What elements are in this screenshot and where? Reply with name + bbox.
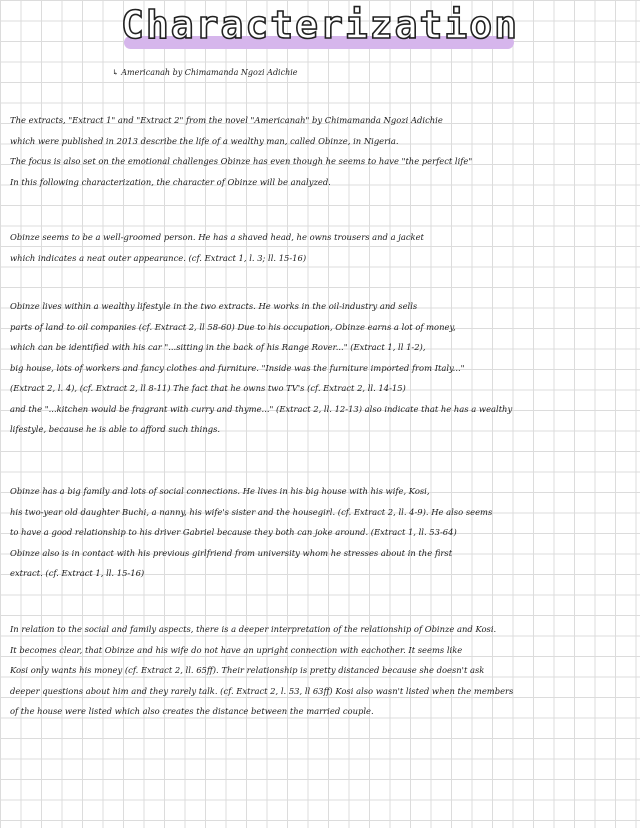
text-line: Obinze has a big family and lots of social connections. He lives in his big house with his wife, Kosi, [10, 486, 430, 496]
text-line: big house, lots of workers and fancy clothes and furniture. "Inside was the furniture imported from Italy..." [10, 362, 465, 373]
text-line: which indicates a neat outer appearance. (cf. Extract 1, l. 3; ll. 15-16) [10, 252, 307, 263]
page-title: Characterization [120, 3, 520, 47]
text-line: The extracts, "Extract 1" and "Extract 2" from the novel "Americanah" by Chimamanda Ngozi Adichie [10, 115, 443, 125]
text-line: deeper questions about him and they rarely talk. (cf. Extract 2, l. 53, ll 63ff) Kosi also wasn't listed when the members [10, 685, 514, 696]
title-area [0, 4, 640, 46]
text-line: and the "...kitchen would be fragrant with curry and thyme..." (Extract 2, ll. 12-13) also indicate that he has a wealthy [10, 403, 513, 414]
text-line: In this following characterization, the character of Obinze will be analyzed. [10, 176, 331, 187]
text-line: lifestyle, because he is able to afford such things. [10, 424, 221, 434]
text-line: It becomes clear, that Obinze and his wife do not have an upright connection with eachother. It seems like [10, 644, 463, 655]
paragraph-lifestyle [10, 296, 632, 440]
text-line: parts of land to oil companies (cf. Extract 2, ll 58-60) Due to his occupation, Obinze earns a lot of money, [10, 321, 456, 332]
text-line: (Extract 2, l. 4), (cf. Extract 2, ll 8-11) The fact that he owns two TV's (cf. Extract 2, ll. 14-15) [10, 383, 406, 393]
text-line: The focus is also set on the emotional challenges Obinze has even though he seems to have "the perfect life" [10, 156, 473, 166]
text-line: to have a good relationship to his driver Gabriel because they both can joke around. (Extract 1, ll. 53-64) [10, 527, 457, 537]
text-line: his two-year old daughter Buchi, a nanny, his wife's sister and the housegirl. (cf. Extract 2, ll. 4-9). He also seems [10, 506, 493, 517]
text-line: Obinze seems to be a well-groomed person. He has a shaved head, he owns trousers and a jacket [10, 232, 424, 242]
paragraph-relationship [10, 619, 632, 722]
text-line: extract. (cf. Extract 1, ll. 15-16) [10, 568, 145, 578]
text-line: Kosi only wants his money (cf. Extract 2, ll. 65ff). Their relationship is pretty distanced because she doesn't ask [10, 665, 485, 675]
text-line: Obinze also is in contact with his previous girlfriend from university whom he stresses about in the first [10, 547, 453, 558]
text-line: of the house were listed which also creates the distance between the married couple. [10, 706, 374, 716]
subtitle: ↳ Americanah by Chimamanda Ngozi Adichie [112, 68, 298, 77]
paragraph-family [10, 481, 632, 584]
text-line: which were published in 2013 describe the life of a wealthy man, called Obinze, in Nigeria. [10, 135, 399, 146]
paragraph-appearance [10, 227, 632, 268]
text-line: In relation to the social and family aspects, there is a deeper interpretation of the relationship of Obinze and Kosi. [10, 624, 497, 634]
text-line: Obinze lives within a wealthy lifestyle in the two extracts. He works in the oil-industry and sells [10, 301, 418, 311]
paragraph-intro [10, 110, 632, 192]
text-line: which can be identified with his car "...sitting in the back of his Range Rover..." (Extract 1, ll 1-2), [10, 342, 426, 352]
